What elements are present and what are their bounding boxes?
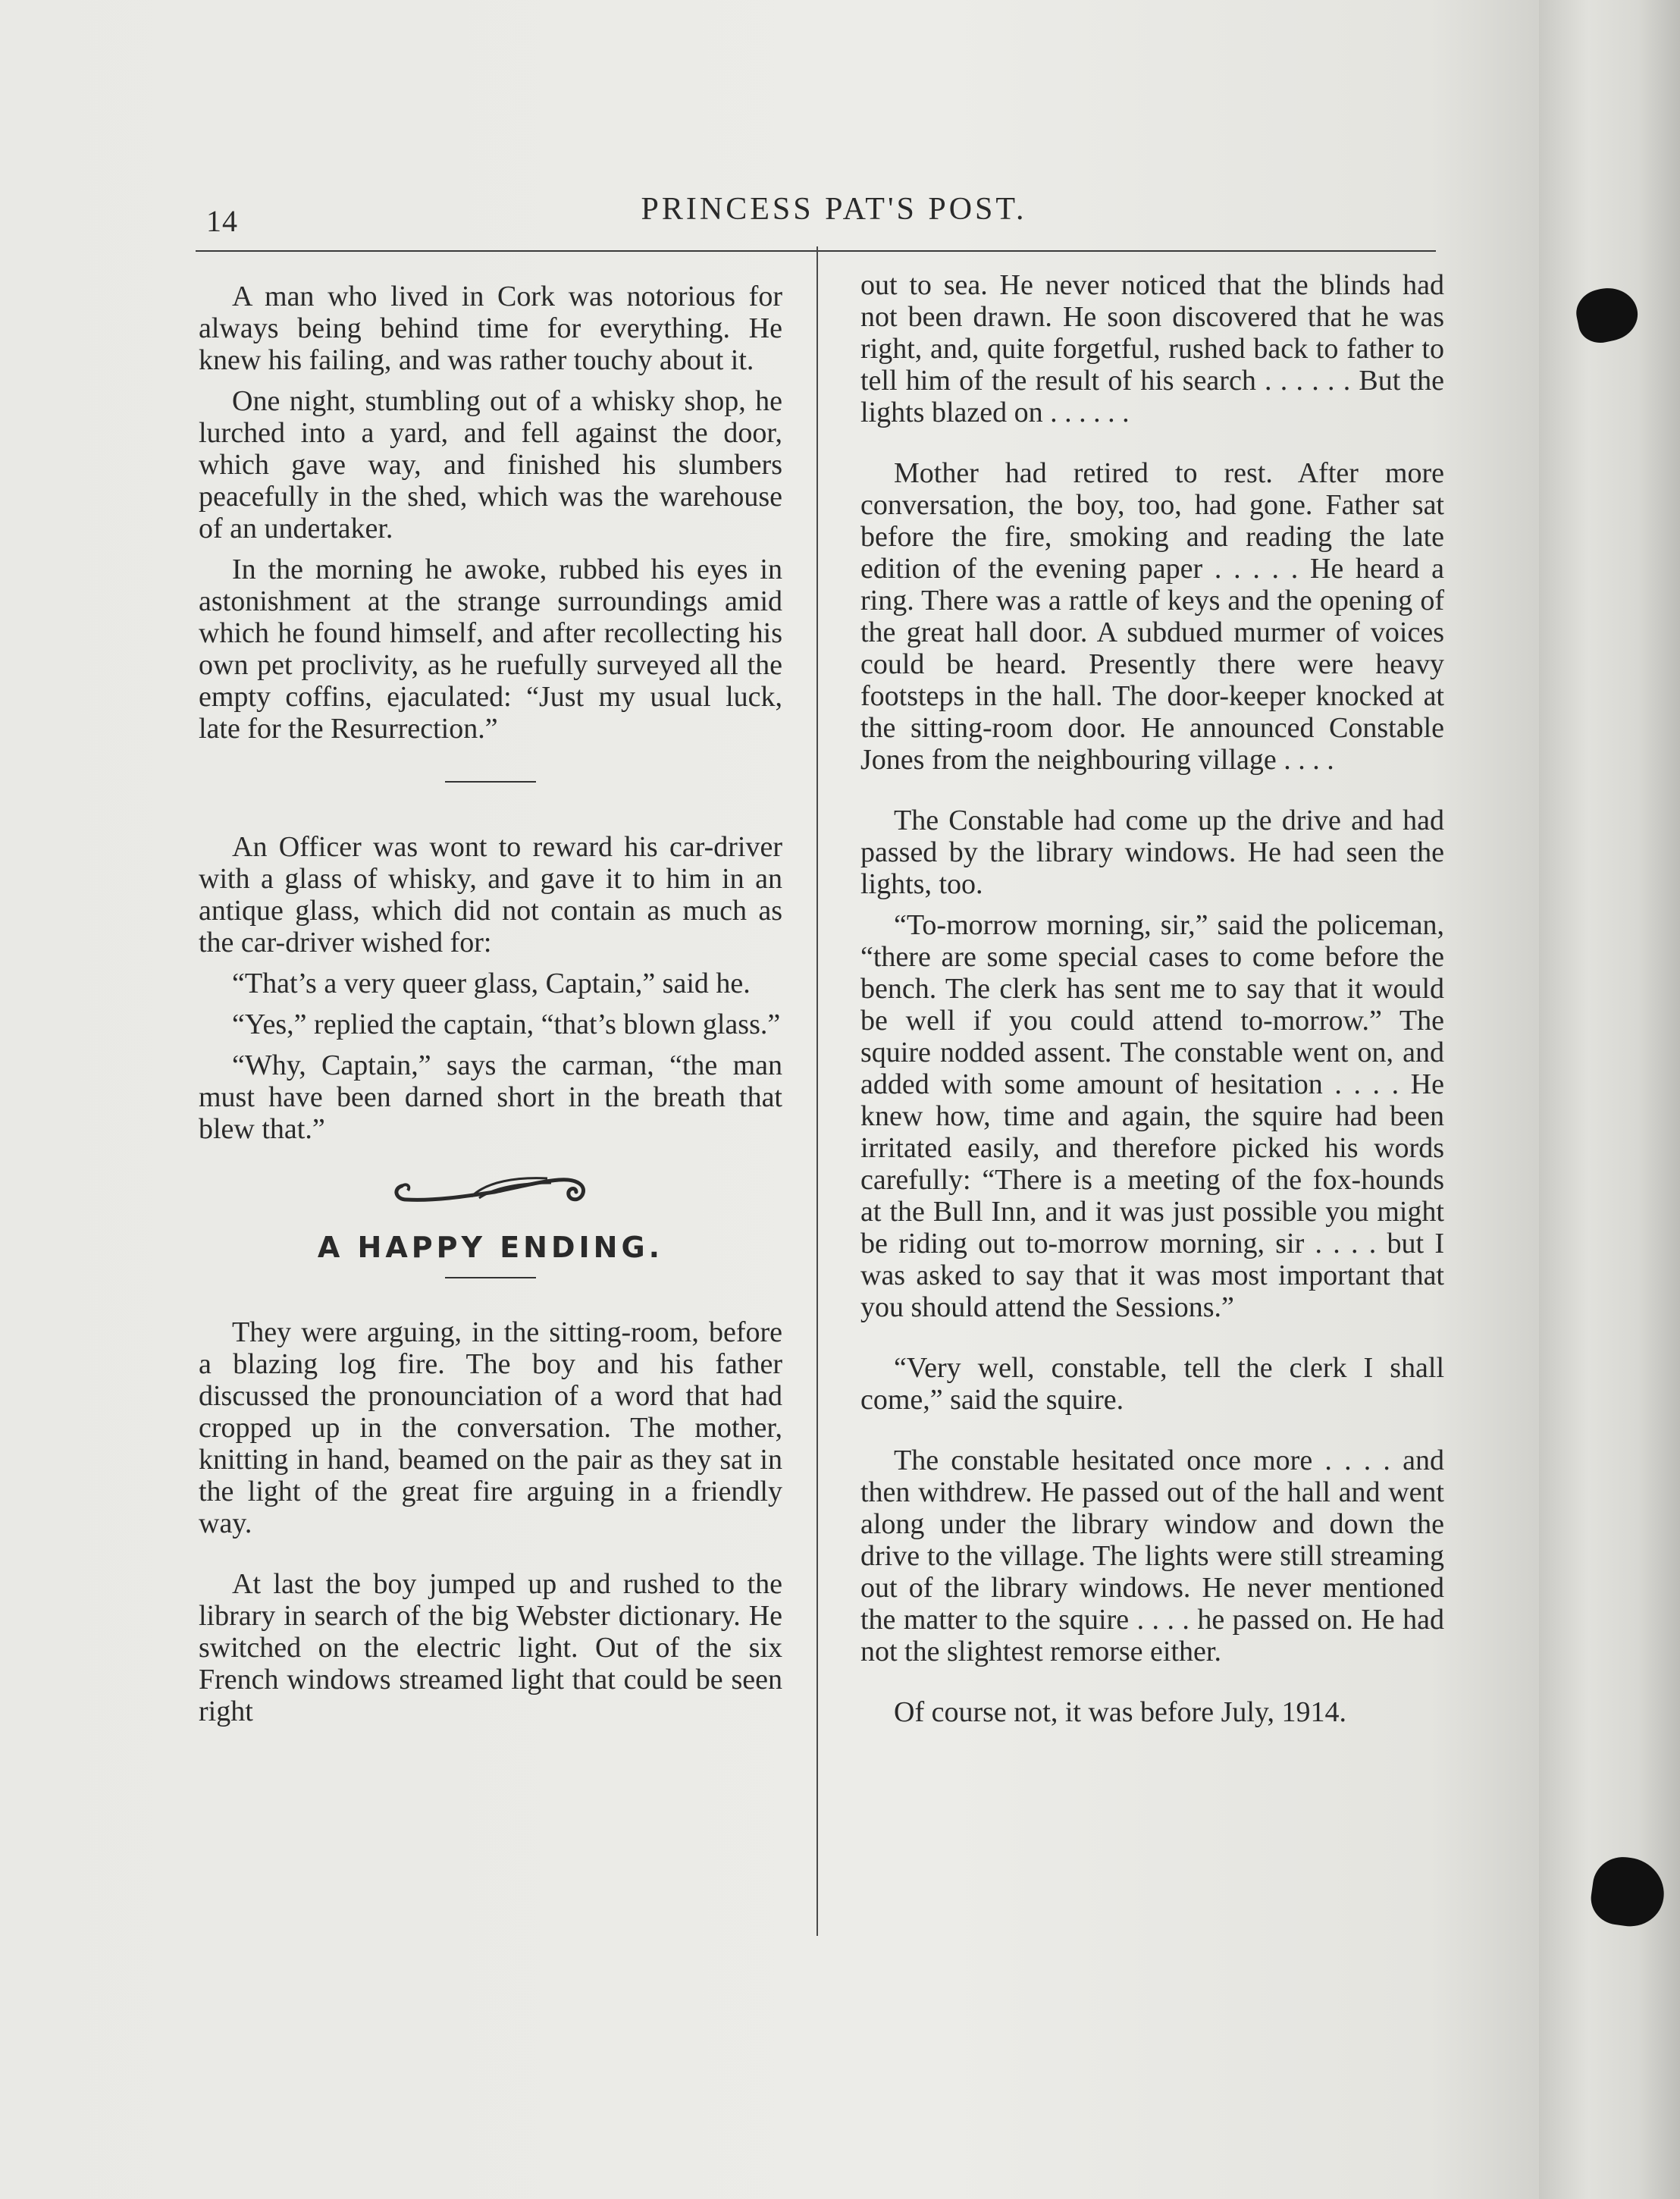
story-separator — [445, 781, 536, 783]
paragraph: They were arguing, in the sitting-room, before a blazing log fire. The boy and his father discussed the pronounciation of a word that had cropped up in the conversation. The mother, knitting in hand, beamed on the pair as they sat in the light of the great fire arguing in a friendly way. — [199, 1316, 782, 1539]
ornament-flourish — [388, 1166, 593, 1212]
paragraph: At last the boy jumped up and rushed to the library in search of the big Webster dictionary. He switched on the electric light. Out of the six French windows streamed light that could be seen right — [199, 1568, 782, 1727]
paragraph: Mother had retired to rest. After more conversation, the boy, too, had gone. Father sat before the fire, smoking and reading the late edition of the evening paper . . . . . He heard a ring. There was a rattle of keys and the opening of the great hall door. A subdued murmer of voices could be heard. Presently there were heavy footsteps in the hall. The door-keeper knocked at the sitting-room door. He announced Constable Jones from the neighbouring village . . . . — [860, 457, 1444, 776]
paragraph: The Constable had come up the drive and had passed by the library windows. He had seen the lights, too. — [860, 805, 1444, 900]
left-column — [199, 281, 782, 1736]
paragraph: In the morning he awoke, rubbed his eyes in astonishment at the strange surroundings amid which he found himself, and after recollecting his own pet proclivity, as he ruefully surveyed all the empty coffins, ejaculated: “Just my usual luck, late for the Resurrection.” — [199, 554, 782, 745]
paragraph: Of course not, it was before July, 1914. — [894, 1696, 1346, 1728]
title-underline — [445, 1277, 536, 1278]
header-rule — [196, 250, 1436, 252]
running-head: PRINCESS PAT'S POST. — [641, 192, 1027, 227]
paragraph: A man who lived in Cork was notorious for always being behind time for everything. He knew his failing, and was rather touchy about it. — [199, 281, 782, 376]
paragraph: “To-morrow morning, sir,” said the policeman, “there are some special cases to come before the bench. The clerk has sent me to say that it would be well if you could attend to-morrow.” The squire nodded assent. The constable went on, and added with some amount of hesitation . . . . He knew how, time and again, the squire had been irritated easily, and therefore picked his words carefully: “There is a meeting of the fox-hounds at the Bull Inn, and it was just possible you might be riding out to-morrow morning, sir . . . . but I was asked to say that it was most important that you should attend the Sessions.” — [860, 909, 1444, 1323]
paragraph: One night, stumbling out of a whisky shop, he lurched into a yard, and fell against the door, which gave way, and finished his slumbers peacefully in the shed, which was the warehouse of an undertaker. — [199, 385, 782, 544]
page-number: 14 — [206, 204, 238, 238]
paragraph: “That’s a very queer glass, Captain,” said he. — [232, 968, 751, 999]
paragraph: “Very well, constable, tell the clerk I shall come,” said the squire. — [860, 1352, 1444, 1416]
paragraph-continuation: out to sea. He never noticed that the blinds had not been drawn. He soon discovered that he was right, and, quite forgetful, rushed back to father to tell him of the result of his search . . . . . . But the lights blazed on . . . . . . — [860, 269, 1444, 428]
paragraph: “Why, Captain,” says the carman, “the man must have been darned short in the breath that blew that.” — [199, 1049, 782, 1145]
paragraph: An Officer was wont to reward his car-driver with a glass of whisky, and gave it to him in an antique glass, which did not contain as much as the car-driver wished for: — [199, 831, 782, 958]
right-column — [860, 269, 1444, 1737]
column-rule — [816, 246, 818, 1936]
paragraph: “Yes,” replied the captain, “that’s blown glass.” — [232, 1009, 781, 1040]
section-title: A HAPPY ENDING. — [317, 1231, 664, 1264]
paragraph: The constable hesitated once more . . . . and then withdrew. He passed out of the hall and went along under the library window and down the drive to the village. The lights were still streaming out of the library windows. He never mentioned the matter to the squire . . . . he passed on. He had not the slightest remorse either. — [860, 1445, 1444, 1667]
